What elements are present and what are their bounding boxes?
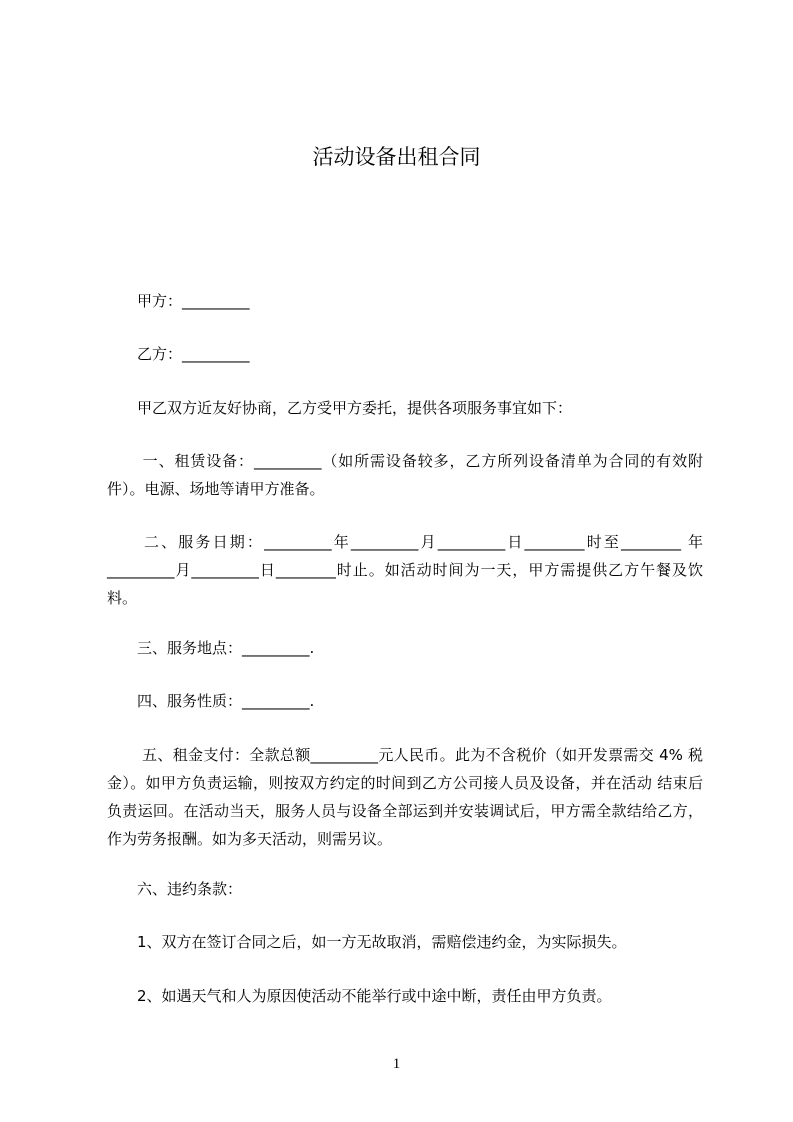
clause-breach-item-1: 1、双方在签订合同之后，如一方无故取消，需赔偿违约金，为实际损失。 (137, 933, 627, 951)
party-b-line: 乙方：_________ (137, 345, 250, 363)
clause-service-date: 二、服务日期：_________年_________月_________日________时至________ 年_________月_________日________时止。如活动时间为一天，甲方需提供乙方午餐及饮料。 (107, 533, 703, 607)
clause-breach-heading: 六、违约条款： (137, 880, 243, 898)
party-a-line: 甲方：_________ (137, 292, 250, 310)
clause-breach-item-2: 2、如遇天气和人为原因使活动不能举行或中途中断，责任由甲方负责。 (137, 987, 612, 1005)
intro-paragraph: 甲乙双方近友好协商，乙方受甲方委托，提供各项服务事宜如下： (137, 399, 573, 417)
page-title: 活动设备出租合同 (312, 145, 481, 169)
clause-service-location: 三、服务地点：_________. (137, 639, 315, 657)
clause-service-nature: 四、服务性质：_________. (137, 692, 315, 710)
clause-payment: 五、租金支付：全款总额_________元人民币。此为不含税价（如开发票需交 4% 税金）。如甲方负责运输，则按双方约定的时间到乙方公司接人员及设备，并在活动 结束后负责运回。在活动当天，服务人员与设备全部运到并安装调试后，甲方需全款结给乙方，作为劳务报酬。如为多天活动，则需另议。 (107, 746, 703, 848)
page-number: 1 (392, 1056, 401, 1072)
clause-equipment: 一、租赁设备：_________（如所需设备较多，乙方所列设备清单为合同的有效附件）。电源、场地等请甲方准备。 (107, 452, 703, 498)
